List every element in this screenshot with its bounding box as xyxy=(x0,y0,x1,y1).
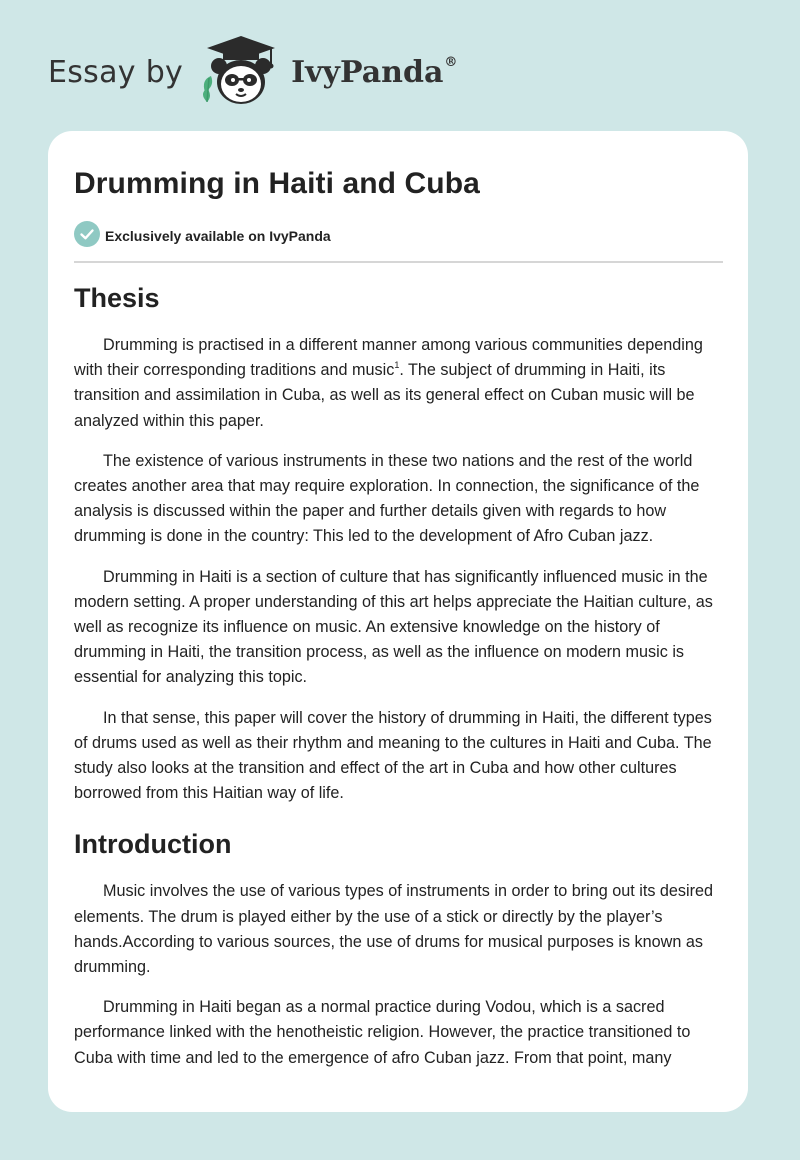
paragraph: Drumming in Haiti is a section of culture that has significantly influenced music in the modern setting. A proper understanding of this art helps appreciate the Haitian culture, as well as recognize its influence on music. An extensive knowledge on the history of drumming in Haiti, the transition process, as well as the influence on modern music is essential for analyzing this topic. xyxy=(74,567,713,687)
essay-by-label: Essay by xyxy=(48,54,184,90)
divider xyxy=(74,261,723,263)
paragraph: Drumming in Haiti began as a normal practice during Vodou, which is a sacred performance linked with the henotheistic religion. However, the practice transitioned to Cuba with time and led to the emergence of afro Cuban jazz. From that point, many xyxy=(74,998,691,1067)
article-card xyxy=(48,131,748,1112)
exclusive-badge xyxy=(74,221,331,250)
paragraph: Music involves the use of various types of instruments in order to bring out its desired elements. The drum is played either by the use of a stick or directly by the player’s hands.According to various sources, the use of drums for musical purposes is known as drumming. xyxy=(74,882,714,977)
paragraph: The existence of various instruments in these two nations and the rest of the world creates another area that may require exploration. In connection, the significance of the analysis is discussed within the paper and further details given with regards to how drumming is done in the country: This led to the development of Afro Cuban jazz. xyxy=(74,451,700,546)
article-body xyxy=(74,283,724,1086)
paragraph: In that sense, this paper will cover the history of drumming in Haiti, the different types of drums used as well as their rhythm and meaning to the cultures in Haiti and Cuba. The study also looks at the transition and effect of the art in Cuba and how other cultures borrowed from this Haitian way of life. xyxy=(74,708,712,803)
paragraph: Drumming is practised in a different manner among various communities depending with their corresponding traditions and music$^1$. The subject of drumming in Haiti, its transition and assimilation in Cuba, as well as its general effect on Cuban music will be analyzed within this paper. xyxy=(74,336,703,430)
page-title: Drumming in Haiti and Cuba xyxy=(74,167,480,200)
exclusive-badge-label: Exclusively available on IvyPanda xyxy=(105,227,331,244)
ivypanda-logo[interactable] xyxy=(197,32,457,113)
graduate-panda-icon xyxy=(197,32,285,113)
site-header xyxy=(48,34,457,110)
check-circle-icon xyxy=(74,221,105,250)
footnote-ref[interactable]: 1 xyxy=(394,360,400,371)
section-heading-introduction: Introduction xyxy=(74,829,232,860)
brand-name: IvyPanda® xyxy=(291,54,458,90)
section-heading-thesis: Thesis xyxy=(74,283,160,313)
